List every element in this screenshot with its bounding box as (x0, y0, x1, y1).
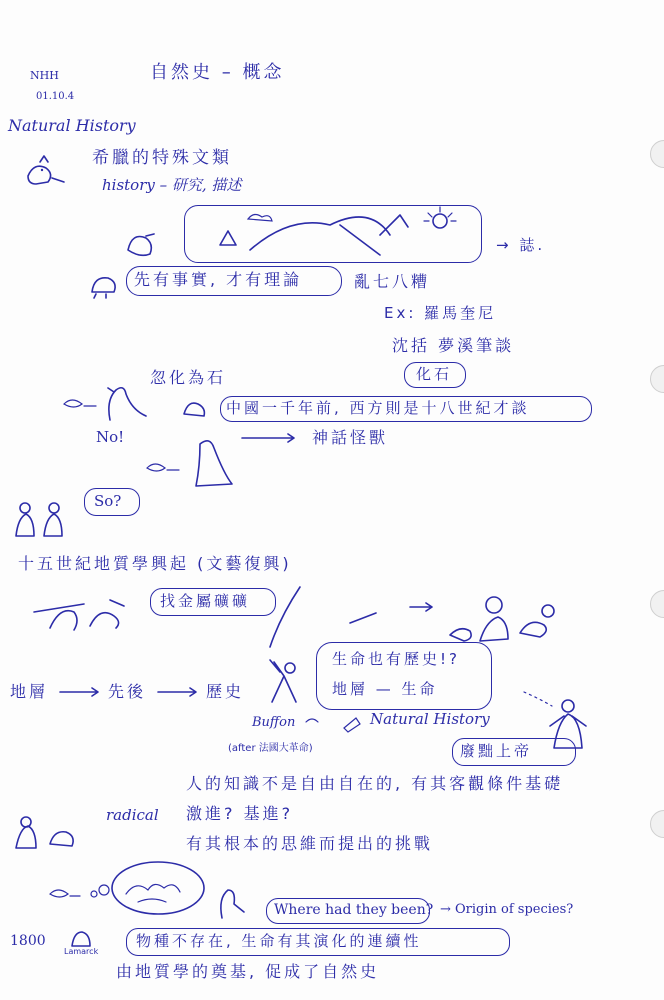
binder-hole (650, 140, 664, 168)
origin-of-species: → Origin of species? (440, 902, 574, 917)
radical-translation: 激進? 基進? (186, 804, 294, 823)
conclusion-statement: 由地質學的奠基, 促成了自然史 (116, 962, 380, 981)
fossil-box-text: 化石 (416, 365, 453, 383)
life-history-line2: 地層 — 生命 (332, 680, 438, 698)
china-box-text: 中國一千年前, 西方則是十八世紀才談 (226, 399, 530, 417)
greek-genre-heading: 希臘的特殊文類 (92, 148, 232, 168)
continuity-box-text: 物種不存在, 生命有其演化的連續性 (136, 932, 422, 950)
topic-heading: Natural History (8, 116, 136, 135)
dinosaur-icon (60, 380, 150, 425)
duck-doodle-icon (120, 220, 160, 260)
sequence-label: 先後 (108, 682, 147, 701)
arrow-icon (240, 432, 300, 444)
buffon-label: Buffon (252, 715, 296, 730)
ghost-icon (145, 430, 235, 490)
challenge-statement: 有其根本的思維而提出的挑戰 (186, 834, 434, 853)
binder-hole (650, 810, 664, 838)
no-label: No! (96, 428, 125, 446)
where-box-text: Where had they been? (274, 902, 434, 918)
mountain-landscape-icon (190, 205, 480, 263)
so-bubble-text: So? (94, 492, 122, 510)
debate-doodle-icon (10, 804, 80, 854)
strata-label: 地層 (10, 682, 49, 701)
myth-beast-label: 神話怪獸 (312, 428, 389, 447)
miner-icon (262, 656, 312, 706)
natural-history-book: Natural History (370, 710, 490, 728)
scholar-icon (178, 392, 212, 422)
example-book: 沈括 夢溪筆談 (392, 336, 515, 355)
pickaxe-icon (30, 592, 130, 632)
people-doodle-icon (10, 492, 72, 540)
arrow-icon (156, 686, 202, 698)
date: 01.10.4 (36, 91, 75, 102)
small-creature-icon (88, 270, 122, 300)
history-definition: history – 研究, 描述 (102, 176, 242, 194)
dethrone-god-text: 廢黜上帝 (460, 742, 533, 760)
year-1800: 1800 (10, 933, 46, 949)
mineral-box-text: 找金屬礦礦 (160, 592, 251, 610)
binder-hole (650, 365, 664, 393)
record-result: → 誌. (496, 236, 546, 254)
book-icon (304, 712, 364, 732)
arrow-icon (58, 686, 104, 698)
life-history-line1: 生命也有歷史!? (332, 650, 460, 668)
lamarck-label: Lamarck (64, 947, 99, 956)
example-label: Ex: 羅馬奎尼 (384, 304, 497, 322)
after-revolution-note: (after 法國大革命) (228, 743, 313, 754)
knowledge-statement: 人的知識不是自由自在的, 有其客觀條件基礎 (186, 774, 564, 793)
page-title: 自然史 – 概念 (150, 62, 285, 83)
cat-doodle-icon (22, 150, 72, 190)
petrify-heading: 忽化為石 (150, 368, 227, 387)
radical-label: radical (106, 806, 159, 824)
thought-bubble-icon (46, 858, 286, 928)
geology-heading: 十五世紀地質學興起 (文藝復興) (18, 554, 292, 573)
history-label: 歷史 (206, 682, 245, 701)
theory-box-text: 先有事實, 才有理論 (134, 270, 303, 289)
binder-hole (650, 590, 664, 618)
initials: NHH (30, 69, 59, 82)
chaos-label: 亂七八糟 (354, 272, 431, 291)
